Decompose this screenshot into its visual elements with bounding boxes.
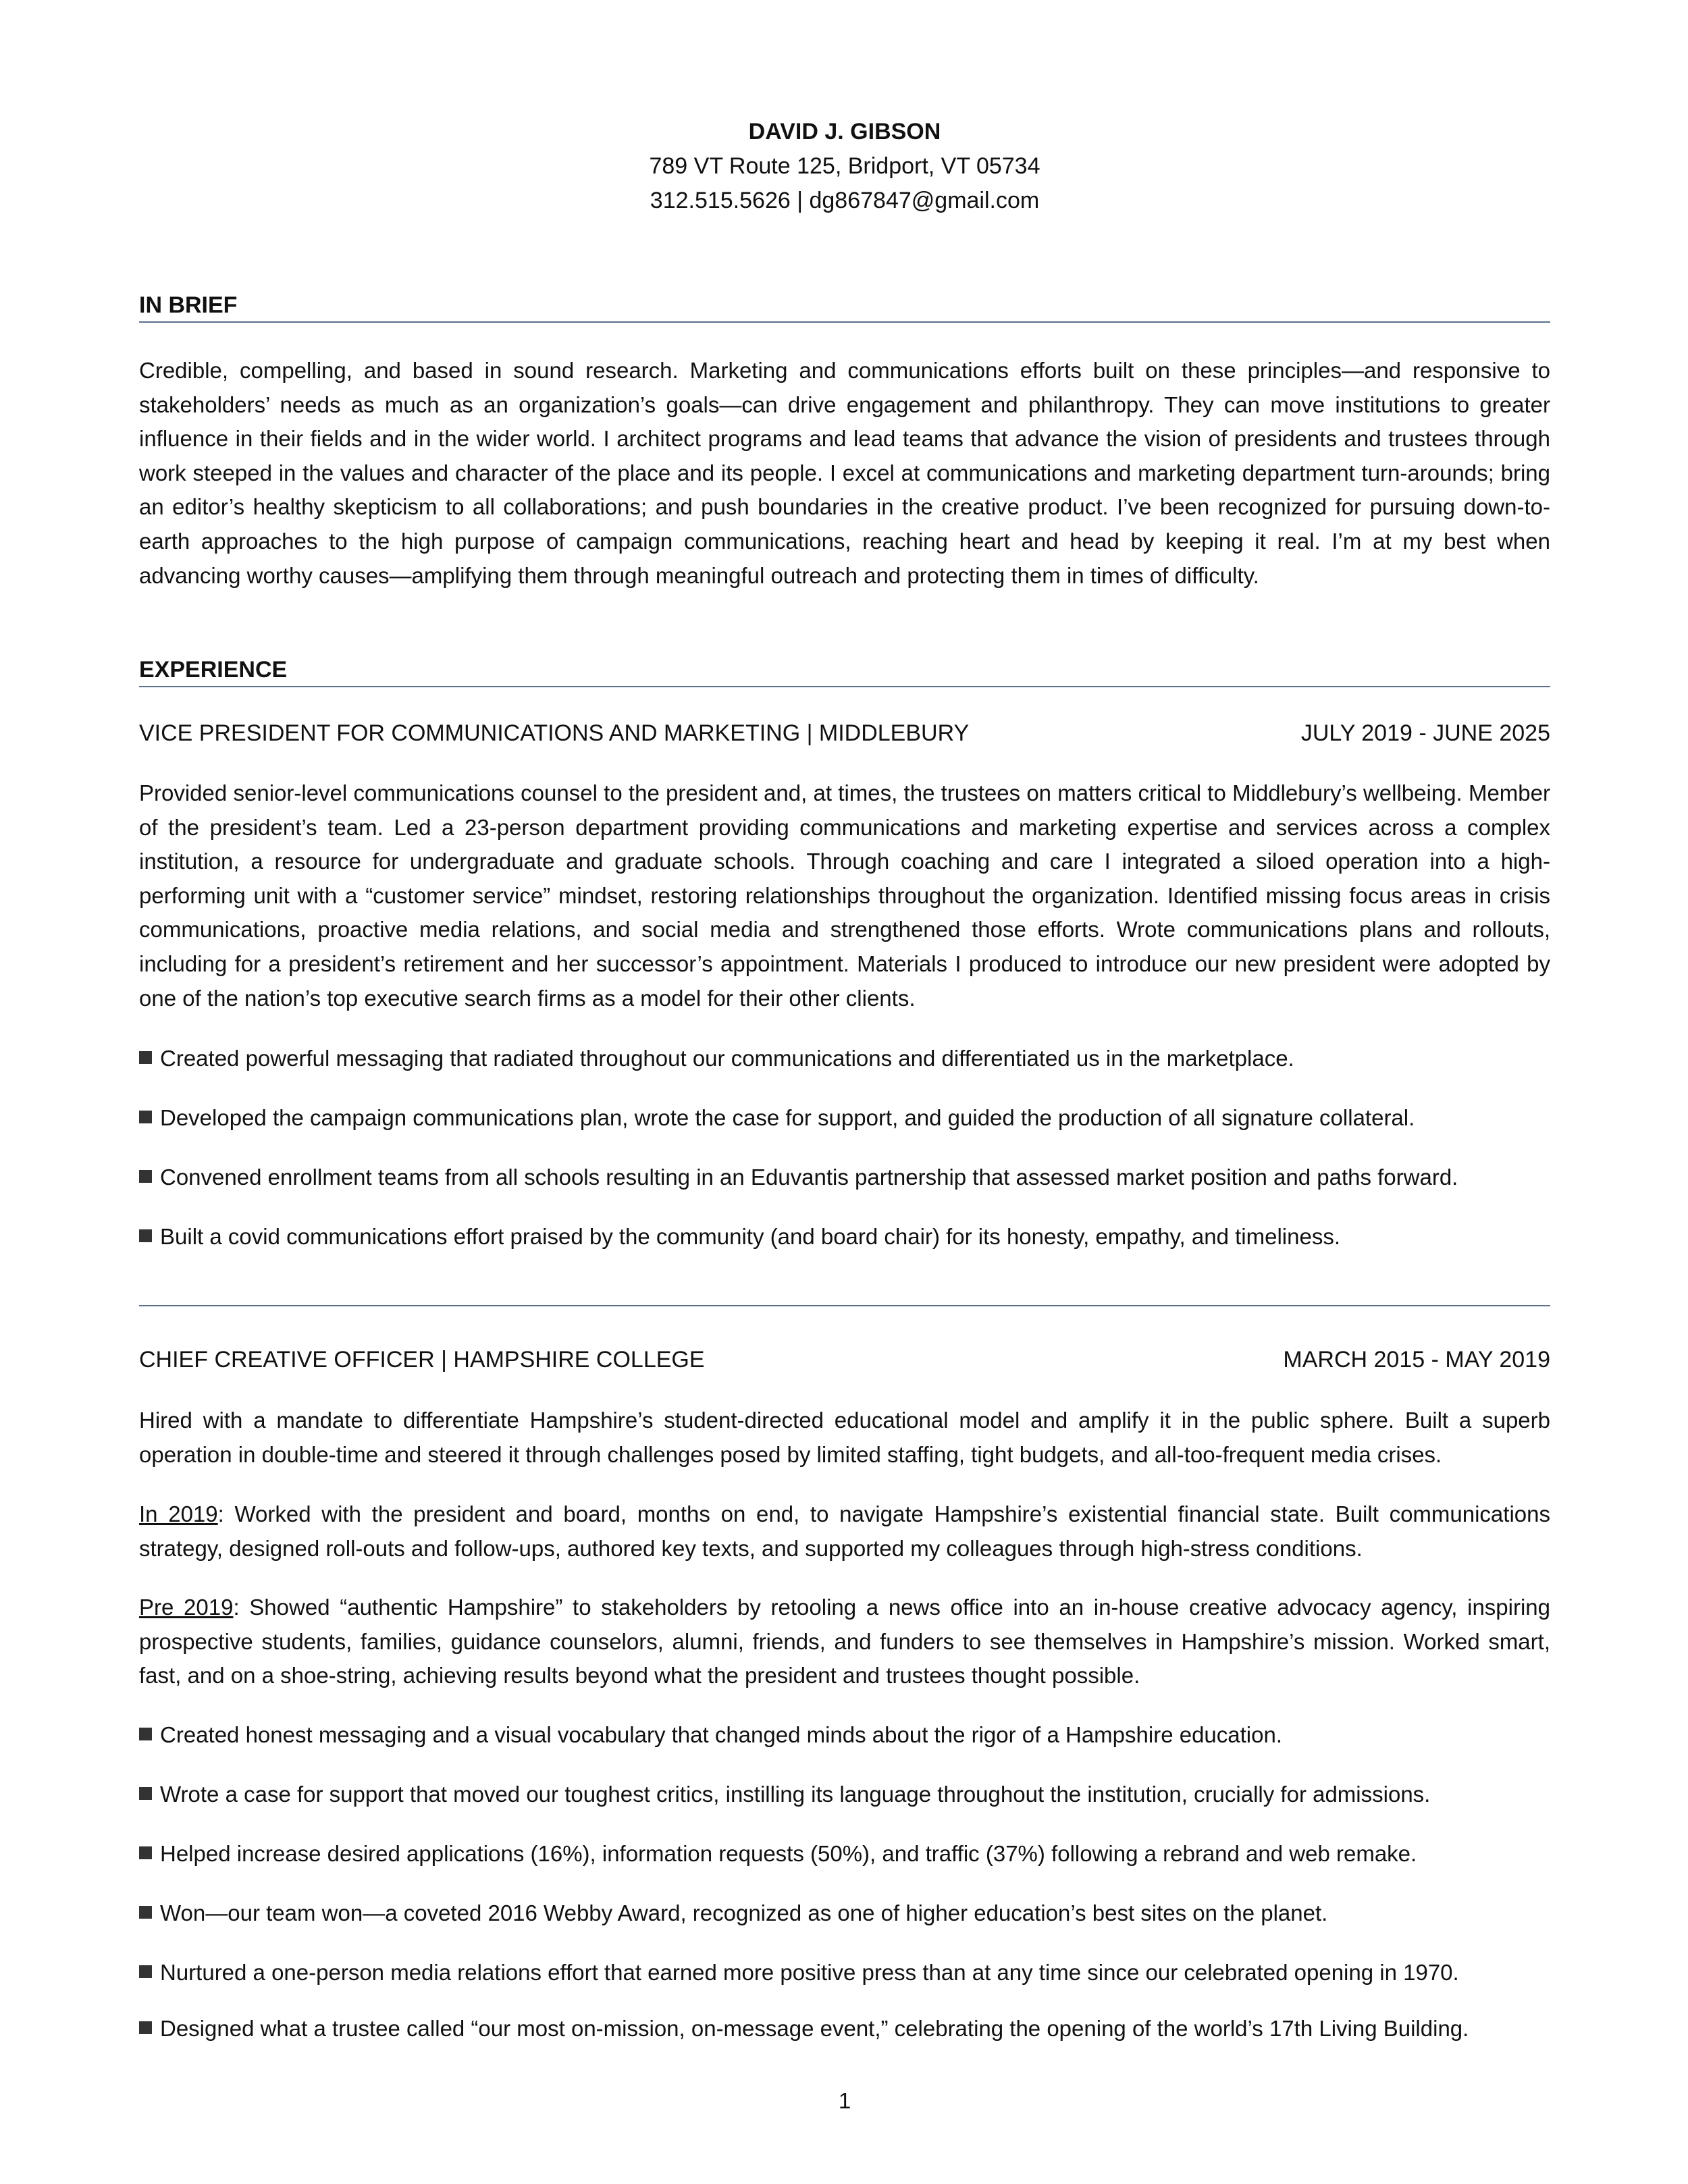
list-item: Developed the campaign communications plan, wrote the case for support, and guided the production of all signature collateral. [139,1103,1550,1133]
square-bullet-icon [139,1170,152,1183]
list-item: Convened enrollment teams from all schools resulting in an Eduvantis partnership that assessed market position and paths forward. [139,1163,1550,1192]
candidate-name: DAVID J. GIBSON [748,119,941,144]
job-title: CHIEF CREATIVE OFFICER | HAMPSHIRE COLLEGE [139,1347,705,1373]
job-header [139,1345,1550,1375]
list-item: Helped increase desired applications (16%), information requests (50%), and traffic (37%) following a rebrand and web remake. [139,1839,1550,1869]
period-paragraph [139,1497,1550,1566]
list-item: Won—our team won—a coveted 2016 Webby Award, recognized as one of higher education’s best sites on the planet. [139,1898,1550,1928]
job-title: VICE PRESIDENT FOR COMMUNICATIONS AND MARKETING | MIDDLEBURY [139,720,970,746]
square-bullet-icon [139,1051,152,1064]
period-text: : Worked with the president and board, months on end, to navigate Hampshire’s existential financial state. Built communications strategy, designed roll-outs and follow-ups, authored key texts, and supported my colleagues through high-stress conditions. [139,1501,1550,1561]
period-label: Pre 2019 [139,1595,234,1620]
list-item: Nurtured a one-person media relations effort that earned more positive press than at any time since our celebrated opening in 1970. [139,1958,1550,1988]
job-divider [139,1305,1550,1306]
period-text: : Showed “authentic Hampshire” to stakeholders by retooling a news office into an in-house creative advocacy agency, inspiring prospective students, families, guidance counselors, alumni, friends, and funders to see themselves in Hampshire’s mission. Worked smart, fast, and on a shoe-string, achieving results beyond what the president and trustees thought possible. [139,1595,1551,1688]
candidate-address: 789 VT Route 125, Bridport, VT 05734 [649,153,1040,179]
in-brief-text: Credible, compelling, and based in sound research. Marketing and communications efforts built on these principles—and responsive to stakeholders’ needs as much as an organization’s goals—can drive engagement and philanthropy. They can move institutions to greater influence in their fields and in the wider world. I architect programs and lead teams that advance the vision of presidents and trustees through work steeped in the values and character of the place and its people. I excel at communications and marketing department turn-arounds; bring an editor’s healthy skepticism to all collaborations; and push boundaries in the creative product. I’ve been recognized for pursuing down-to-earth approaches to the high purpose of campaign communications, reaching heart and head by keeping it real. I’m at my best when advancing worthy causes—amplifying them through meaningful outreach and protecting them in times of difficulty. [139,358,1550,588]
square-bullet-icon [139,2021,152,2034]
period-paragraph [139,1591,1550,1693]
job-header [139,718,1550,748]
resume-page [139,0,1550,2184]
period-label: In 2019 [139,1501,218,1526]
job-dates: MARCH 2015 - MAY 2019 [1283,1347,1550,1373]
job-summary: Provided senior-level communications counsel to the president and, at times, the trustees on matters critical to Middlebury’s wellbeing. Member of the president’s team. Led a 23-person department providing communications and marketing expertise and services across a complex institution, a resource for undergraduate and graduate schools. Through coaching and care I integrated a siloed operation into a high-performing unit with a “customer service” mindset, restoring relationships throughout the organization. Identified missing focus areas in crisis communications, proactive media relations, and social media and strengthened those efforts. Wrote communications plans and rollouts, including for a president’s retirement and her successor’s appointment. Materials I produced to introduce our new president were adopted by one of the nation’s top executive search firms as a model for their other clients. [139,780,1550,1011]
square-bullet-icon [139,1846,152,1859]
square-bullet-icon [139,1728,152,1740]
list-item: Designed what a trustee called “our most on-mission, on-message event,” celebrating the opening of the world’s 17th Living Building. [139,2014,1550,2044]
list-item: Built a covid communications effort praised by the community (and board chair) for its honesty, empathy, and timeliness. [139,1222,1550,1252]
list-item: Wrote a case for support that moved our toughest critics, instilling its language throughout the institution, crucially for admissions. [139,1780,1550,1809]
candidate-contact: 312.515.5626 | dg867847@gmail.com [650,188,1040,213]
square-bullet-icon [139,1906,152,1919]
square-bullet-icon [139,1965,152,1978]
contact-header [139,115,1550,218]
square-bullet-icon [139,1111,152,1123]
page-number: 1 [838,2088,851,2113]
job-dates: JULY 2019 - JUNE 2025 [1300,720,1550,746]
experience-heading: EXPERIENCE [139,655,1550,687]
in-brief-heading: IN BRIEF [139,290,1550,323]
job-summary: Hired with a mandate to differentiate Hampshire’s student-directed educational model and amplify it in the public sphere. Built a superb operation in double-time and steered it through challenges posed by limited staffing, tight budgets, and all-too-frequent media crises. [139,1408,1550,1467]
square-bullet-icon [139,1229,152,1242]
list-item: Created honest messaging and a visual vocabulary that changed minds about the rigor of a Hampshire education. [139,1720,1550,1750]
list-item: Created powerful messaging that radiated throughout our communications and differentiated us in the marketplace. [139,1044,1550,1073]
square-bullet-icon [139,1787,152,1800]
